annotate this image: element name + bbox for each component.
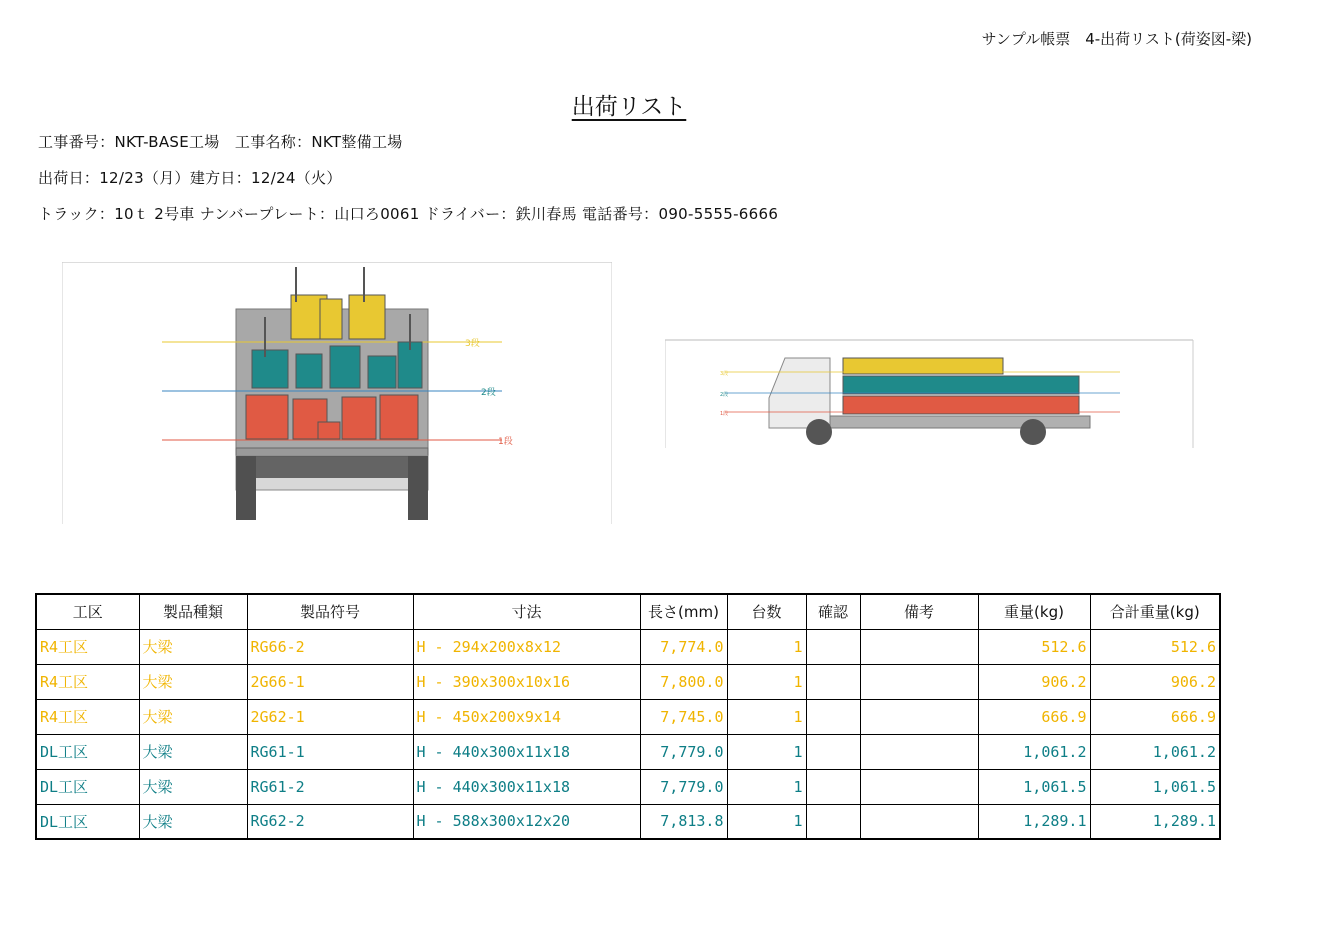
cell-total: 666.9: [1090, 699, 1220, 734]
cell-length: 7,800.0: [640, 664, 727, 699]
document-header: サンプル帳票 4-出荷リスト(荷姿図-梁): [981, 30, 1252, 48]
cell-qty: 1: [727, 804, 806, 839]
column-header: 備考: [860, 594, 978, 629]
cell-length: 7,779.0: [640, 734, 727, 769]
cell-size: H - 390x300x10x16: [413, 664, 640, 699]
column-header: 長さ(mm): [640, 594, 727, 629]
cell-type: 大梁: [139, 804, 247, 839]
cell-check: [806, 629, 860, 664]
cell-length: 7,779.0: [640, 769, 727, 804]
cell-length: 7,745.0: [640, 699, 727, 734]
cell-check: [806, 804, 860, 839]
project-info: 工事番号：NKT-BASE工場 工事名称：NKT整備工場: [38, 133, 403, 151]
front-load-diagram: [62, 262, 612, 524]
cell-size: H - 440x300x11x18: [413, 734, 640, 769]
cell-area: R4工区: [36, 699, 139, 734]
side-tier2-label: 2段: [720, 392, 729, 398]
tier2-label: 2段: [481, 388, 496, 398]
column-header: 製品種類: [139, 594, 247, 629]
column-header: 重量(kg): [978, 594, 1090, 629]
cell-qty: 1: [727, 769, 806, 804]
side-load-diagram: [665, 338, 1195, 450]
cell-weight: 666.9: [978, 699, 1090, 734]
cell-check: [806, 769, 860, 804]
cell-total: 906.2: [1090, 664, 1220, 699]
table-row: [36, 699, 1220, 734]
cell-total: 1,289.1: [1090, 804, 1220, 839]
cell-length: 7,774.0: [640, 629, 727, 664]
cell-type: 大梁: [139, 769, 247, 804]
cell-total: 1,061.5: [1090, 769, 1220, 804]
cell-note: [860, 699, 978, 734]
cell-qty: 1: [727, 734, 806, 769]
side-tier3-label: 3段: [720, 371, 729, 377]
cell-note: [860, 769, 978, 804]
cell-qty: 1: [727, 699, 806, 734]
cell-note: [860, 629, 978, 664]
cell-weight: 1,289.1: [978, 804, 1090, 839]
date-info: 出荷日：12/23（月）建方日：12/24（火）: [38, 169, 342, 187]
cell-total: 1,061.2: [1090, 734, 1220, 769]
column-header: 工区: [36, 594, 139, 629]
column-header: 合計重量(kg): [1090, 594, 1220, 629]
table-row: [36, 734, 1220, 769]
cell-weight: 1,061.2: [978, 734, 1090, 769]
cell-area: R4工区: [36, 664, 139, 699]
cell-check: [806, 699, 860, 734]
cell-code: 2G62-1: [247, 699, 413, 734]
cell-weight: 906.2: [978, 664, 1090, 699]
cell-type: 大梁: [139, 699, 247, 734]
cell-type: 大梁: [139, 664, 247, 699]
cell-area: R4工区: [36, 629, 139, 664]
cell-code: RG61-2: [247, 769, 413, 804]
column-header: 寸法: [413, 594, 640, 629]
cell-note: [860, 664, 978, 699]
cell-area: DL工区: [36, 734, 139, 769]
cell-size: H - 450x200x9x14: [413, 699, 640, 734]
cell-code: RG61-1: [247, 734, 413, 769]
table-row: [36, 629, 1220, 664]
cell-note: [860, 734, 978, 769]
cell-qty: 1: [727, 664, 806, 699]
cell-length: 7,813.8: [640, 804, 727, 839]
cell-code: RG62-2: [247, 804, 413, 839]
tier1-label: 1段: [498, 437, 513, 447]
cell-code: RG66-2: [247, 629, 413, 664]
column-header: 製品符号: [247, 594, 413, 629]
cell-weight: 1,061.5: [978, 769, 1090, 804]
cell-size: H - 440x300x11x18: [413, 769, 640, 804]
cell-size: H - 588x300x12x20: [413, 804, 640, 839]
cell-type: 大梁: [139, 734, 247, 769]
cell-area: DL工区: [36, 769, 139, 804]
cell-size: H - 294x200x8x12: [413, 629, 640, 664]
tier3-label: 3段: [465, 339, 480, 349]
cell-note: [860, 804, 978, 839]
table-row: [36, 664, 1220, 699]
cell-total: 512.6: [1090, 629, 1220, 664]
table-row: [36, 769, 1220, 804]
cell-code: 2G66-1: [247, 664, 413, 699]
cell-qty: 1: [727, 629, 806, 664]
page-title-text: 出荷リスト: [571, 94, 687, 120]
table-row: [36, 804, 1220, 839]
cell-type: 大梁: [139, 629, 247, 664]
page-title: [0, 88, 1258, 121]
shipping-table: [35, 593, 1221, 840]
cell-check: [806, 734, 860, 769]
side-tier1-label: 1段: [720, 411, 729, 417]
tier3-members: [291, 267, 385, 339]
column-header: 台数: [727, 594, 806, 629]
cell-weight: 512.6: [978, 629, 1090, 664]
column-header: 確認: [806, 594, 860, 629]
table-header-row: [36, 594, 1220, 629]
truck-info: トラック：10ｔ 2号車 ナンバープレート：山口ろ0061 ドライバー：鉄川春馬 電話番号：090-5555-6666: [38, 205, 779, 223]
cell-area: DL工区: [36, 804, 139, 839]
cell-check: [806, 664, 860, 699]
